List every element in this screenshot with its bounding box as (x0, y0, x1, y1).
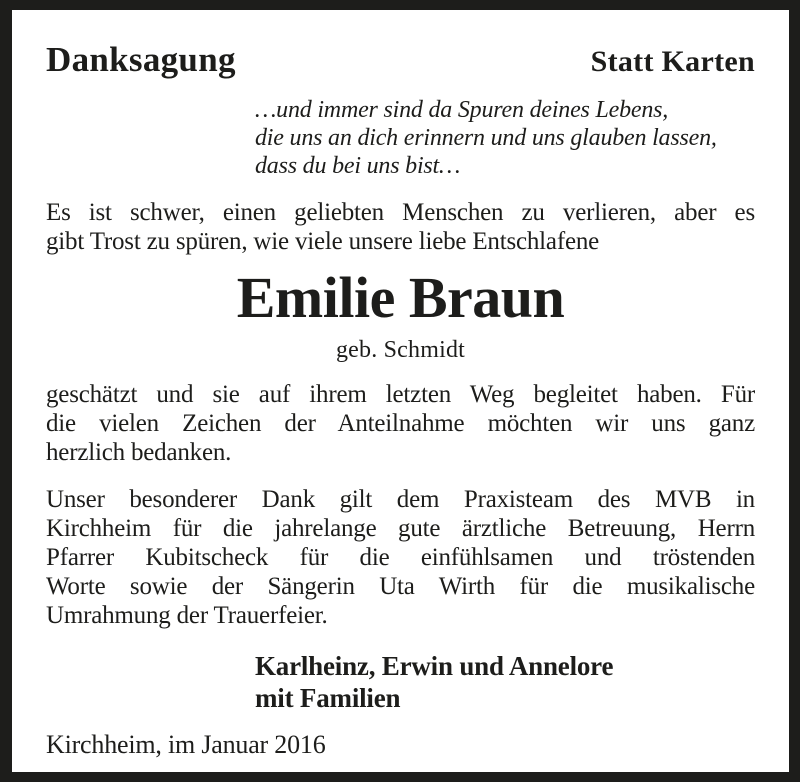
memorial-quote (255, 96, 755, 180)
signature-line: Karlheinz, Erwin und Annelore (255, 650, 614, 681)
intro-paragraph (46, 198, 755, 256)
special-thanks-paragraph (46, 485, 755, 630)
deceased-name: Emilie Braun (236, 265, 565, 330)
special-thanks-line: Pfarrer Kubitscheck für die einfühlsamen und tröstenden (46, 543, 755, 571)
intro-line: Es ist schwer, einen geliebten Menschen zu verlieren, aber es (46, 199, 755, 226)
special-thanks-line: Worte sowie der Sängerin Uta Wirth für die musikalische (46, 572, 755, 600)
statt-karten-label: Statt Karten (590, 45, 755, 78)
deceased-maiden-name: geb. Schmidt (335, 336, 466, 363)
signature-block (255, 650, 755, 714)
thanks-line: die vielen Zeichen der Anteilnahme möchten wir uns ganz (46, 409, 755, 437)
notice-type-title: Danksagung (46, 40, 236, 79)
thanks-line: herzlich bedanken. (46, 438, 232, 466)
quote-line: …und immer sind da Spuren deines Lebens, (255, 97, 669, 123)
intro-line: gibt Trost zu spüren, wie viele unsere liebe Entschlafene (46, 228, 600, 255)
dateline: Kirchheim, im Januar 2016 (46, 729, 326, 759)
header-row (46, 40, 755, 80)
signature-line: mit Familien (255, 682, 401, 713)
thanks-paragraph (46, 380, 755, 467)
quote-line: die uns an dich erinnern und uns glauben lassen, (255, 125, 717, 151)
quote-line: dass du bei uns bist… (255, 153, 461, 179)
thanks-line: geschätzt und sie auf ihrem letzten Weg begleitet haben. Für (46, 380, 755, 408)
special-thanks-line: Kirchheim für die jahrelange gute ärztliche Betreuung, Herrn (46, 514, 755, 542)
special-thanks-line: Unser besonderer Dank gilt dem Praxisteam des MVB in (46, 485, 755, 513)
special-thanks-line: Umrahmung der Trauerfeier. (46, 601, 328, 629)
